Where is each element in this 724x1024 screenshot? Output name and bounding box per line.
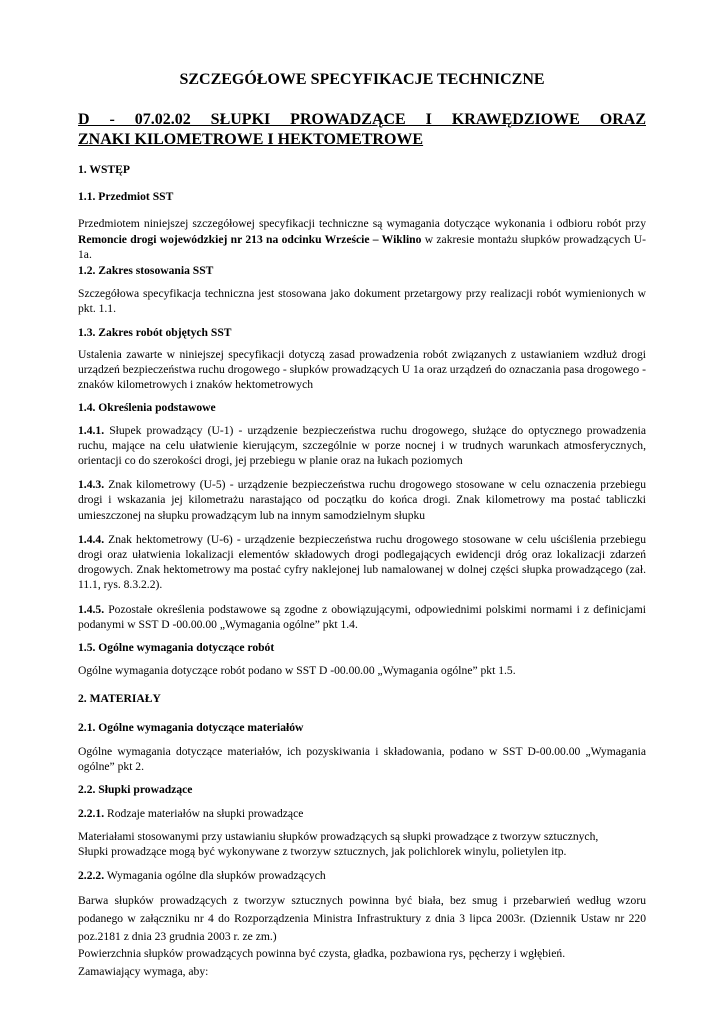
paragraph-2-2-2: 2.2.2. Wymagania ogólne dla słupków prowadzących (78, 869, 326, 883)
spec-code-title-line1: D - 07.02.02 SŁUPKI PROWADZĄCE I KRAWĘDZIOWE ORAZ (78, 111, 646, 128)
paragraph-1-3: Ustalenia zawarte w niniejszej specyfikacji dotyczą zasad prowadzenia robót związanych z ustawianiem wzdłuż drogi urządzeń bezpieczeństwa ruchu drogowego - słupków prowadzących U 1a oraz urządzeń do oznaczania pasa drogowego - znaków kilometrowych i znaków hektometrowych (78, 347, 646, 392)
section-heading-1-4: 1.4. Określenia podstawowe (78, 401, 216, 415)
paragraph-2-2-1-a: Materiałami stosowanymi przy ustawianiu słupków prowadzących są słupki prowadzące z tworzyw sztucznych, (78, 829, 599, 843)
paragraph-1-4-3: 1.4.3. Znak kilometrowy (U-5) - urządzenie bezpieczeństwa ruchu drogowego stosowane w celu oznaczenia przebiegu drogi i wskazania jej kilometrażu narastająco od początku do końca drogi. Znak kilometrowy ma postać tabliczki umieszczonej na słupku prowadzącym lub na innym samodzielnym słupku (78, 478, 646, 522)
section-heading-1-2: 1.2. Zakres stosowania SST (78, 264, 214, 278)
section-heading-2-2: 2.2. Słupki prowadzące (78, 783, 193, 797)
paragraph-2-2-1: 2.2.1. Rodzaje materiałów na słupki prowadzące (78, 806, 304, 820)
document-title: SZCZEGÓŁOWE SPECYFIKACJE TECHNICZNE (179, 71, 545, 88)
paragraph-2-1: Ogólne wymagania dotyczące materiałów, ich pozyskiwania i składowania, podano w SST D-00.00.00 „Wymagania ogólne” pkt 2. (78, 744, 646, 774)
document-page (78, 60, 646, 979)
paragraph-1-4-1: 1.4.1. Słupek prowadzący (U-1) - urządzenie bezpieczeństwa ruchu drogowego, służące do optycznego prowadzenia ruchu, mające na celu ułatwienie kierującym, szczególnie w porze nocnej i w trudnych warunkach atmosferycznych, orientacji co do szerokości drogi, jej przebiegu w planie oraz na łukach poziomych (78, 423, 646, 468)
section-heading-2-1: 2.1. Ogólne wymagania dotyczące materiałów (78, 720, 304, 734)
paragraph-1-5: Ogólne wymagania dotyczące robót podano w SST D -00.00.00 „Wymagania ogólne” pkt 1.5. (78, 664, 516, 678)
paragraph-2-2-2-b: Powierzchnia słupków prowadzących powinna być czysta, gładka, pozbawiona rys, pęcherzy i wgłębień. (78, 947, 566, 961)
paragraph-1-2: Szczegółowa specyfikacja techniczna jest stosowana jako dokument przetargowy przy realizacji robót wymienionych w pkt. 1.1. (78, 287, 646, 316)
section-heading-1: 1. WSTĘP (78, 163, 130, 176)
paragraph-2-2-2-c: Zamawiający wymaga, aby: (78, 964, 209, 978)
section-heading-1-5: 1.5. Ogólne wymagania dotyczące robót (78, 641, 275, 655)
paragraph-1-1: Przedmiotem niniejszej szczegółowej specyfikacji techniczne są wymagania dotyczące wykonania i odbioru robót przy Remoncie drogi wojewódzkiej nr 213 na odcinku Wrzeście – Wiklino w zakresie montażu słupków prowadzących U-1a. (78, 217, 646, 261)
section-heading-1-3: 1.3. Zakres robót objętych SST (78, 325, 232, 339)
section-heading-1-1: 1.1. Przedmiot SST (78, 190, 174, 204)
paragraph-2-2-2-a: Barwa słupków prowadzących z tworzyw sztucznych powinna być biała, bez smug i przebarwień według wzoru podanego w załączniku nr 4 do Rozporządzenia Ministra Infrastruktury z dnia 3 lipca 2003r. (Dziennik Ustaw nr 220 poz.2181 z dnia 23 grudnia 2003 r. ze zm.) (78, 894, 646, 944)
section-heading-2: 2. MATERIAŁY (78, 692, 161, 706)
paragraph-1-4-4: 1.4.4. Znak hektometrowy (U-6) - urządzenie bezpieczeństwa ruchu drogowego stosowane w celu uściślenia przebiegu drogi oraz ułatwienia lokalizacji elementów składowych drogi podlegających ewidencji dróg oraz lokalizacji zdarzeń drogowych. Znak hektometrowy ma postać cyfry naklejonej lub namalowanej w dolnej części słupka prowadzącego (zał. 11.1, rys. 8.3.2.2). (78, 532, 646, 592)
paragraph-2-2-1-b: Słupki prowadzące mogą być wykonywane z tworzyw sztucznych, jak polichlorek winylu, polietylen itp. (78, 844, 567, 858)
spec-code-title-line2: ZNAKI KILOMETROWE I HEKTOMETROWE (78, 131, 424, 148)
paragraph-1-4-5: 1.4.5. Pozostałe określenia podstawowe są zgodne z obowiązującymi, odpowiednimi polskimi normami i z definicjami podanymi w SST D -00.00.00 „Wymagania ogólne” pkt 1.4. (78, 602, 646, 631)
